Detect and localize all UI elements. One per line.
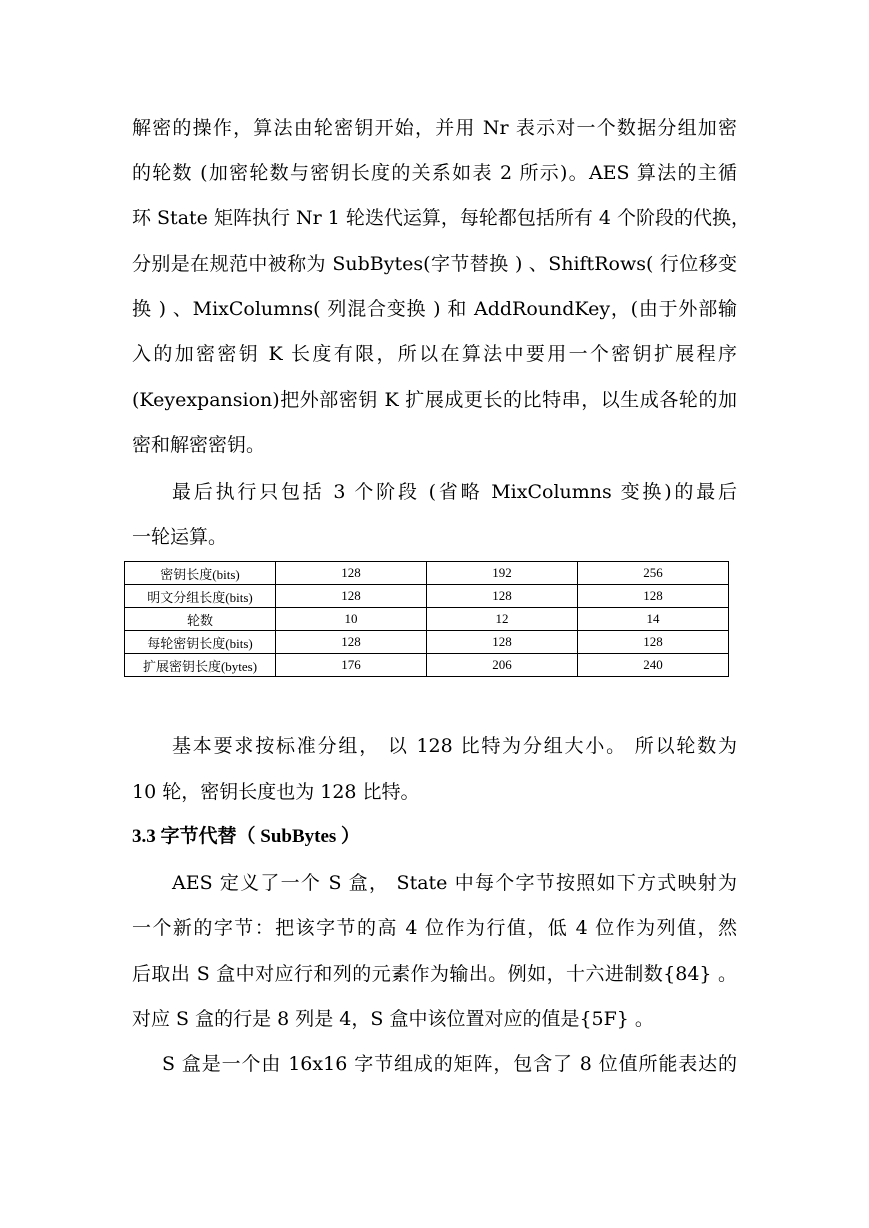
table-cell: 206 <box>427 654 578 677</box>
table-cell: 密钥长度(bits) <box>125 562 276 585</box>
table-cell: 每轮密钥长度(bits) <box>125 631 276 654</box>
paragraph-line: 环 State 矩阵执行 Nr 1 轮迭代运算，每轮都包括所有 4 个阶段的代换， <box>132 207 751 229</box>
paragraph-line: 解密的操作，算法由轮密钥开始，并用 Nr 表示对一个数据分组加密 <box>132 117 737 139</box>
table-row <box>125 585 729 608</box>
table-cell: 128 <box>276 585 427 608</box>
table-cell: 128 <box>578 631 729 654</box>
paragraph-line: S 盒是一个由 16x16 字节组成的矩阵，包含了 8 位值所能表达的 <box>162 1053 737 1075</box>
table-cell: 240 <box>578 654 729 677</box>
paragraph-line: (Keyexpansion)把外部密钥 K 扩展成更长的比特串，以生成各轮的加 <box>132 389 737 411</box>
table-cell: 扩展密钥长度(bytes) <box>125 654 276 677</box>
table-cell: 176 <box>276 654 427 677</box>
table-cell: 128 <box>427 631 578 654</box>
paragraph-line: 入的加密密钥 K 长度有限，所以在算法中要用一个密钥扩展程序 <box>132 343 737 365</box>
paragraph-line: 一个新的字节：把该字节的高 4 位作为行值，低 4 位作为列值，然 <box>132 917 737 939</box>
paragraph-line: AES 定义了一个 S 盒， State 中每个字节按照如下方式映射为 <box>172 872 737 894</box>
table-cell: 192 <box>427 562 578 585</box>
table-cell: 10 <box>276 608 427 631</box>
table-cell: 12 <box>427 608 578 631</box>
paragraph-line: 10 轮，密钥长度也为 128 比特。 <box>132 781 420 803</box>
table-cell: 256 <box>578 562 729 585</box>
table-cell: 轮数 <box>125 608 276 631</box>
paragraph-line: 一轮运算。 <box>132 526 228 548</box>
paragraph-line: 分别是在规范中被称为 SubBytes(字节替换 ) 、ShiftRows( 行位移变 <box>132 253 737 275</box>
section-heading: 3.3 字节代替（ SubBytes ） <box>132 826 361 847</box>
table-row <box>125 631 729 654</box>
key-length-table <box>124 561 729 677</box>
paragraph-line: 最后执行只包括 3 个阶段 (省略 MixColumns 变换)的最后 <box>172 481 737 503</box>
table-cell: 14 <box>578 608 729 631</box>
table-cell: 128 <box>276 562 427 585</box>
table-cell: 128 <box>578 585 729 608</box>
table-cell: 128 <box>276 631 427 654</box>
paragraph-line: 的轮数 (加密轮数与密钥长度的关系如表 2 所示)。AES 算法的主循 <box>132 162 737 184</box>
paragraph-line: 换 ) 、MixColumns( 列混合变换 ) 和 AddRoundKey，(由于外部输 <box>132 298 737 320</box>
paragraph-line: 后取出 S 盒中对应行和列的元素作为输出。例如，十六进制数{84} 。 <box>132 963 737 985</box>
table-row <box>125 562 729 585</box>
paragraph-line: 密和解密密钥。 <box>132 434 266 456</box>
table-row <box>125 608 729 631</box>
table-cell: 明文分组长度(bits) <box>125 585 276 608</box>
table-cell: 128 <box>427 585 578 608</box>
paragraph-line: 基本要求按标准分组， 以 128 比特为分组大小。 所以轮数为 <box>172 735 737 757</box>
table-row <box>125 654 729 677</box>
paragraph-line: 对应 S 盒的行是 8 列是 4，S 盒中该位置对应的值是{5F} 。 <box>132 1008 654 1030</box>
